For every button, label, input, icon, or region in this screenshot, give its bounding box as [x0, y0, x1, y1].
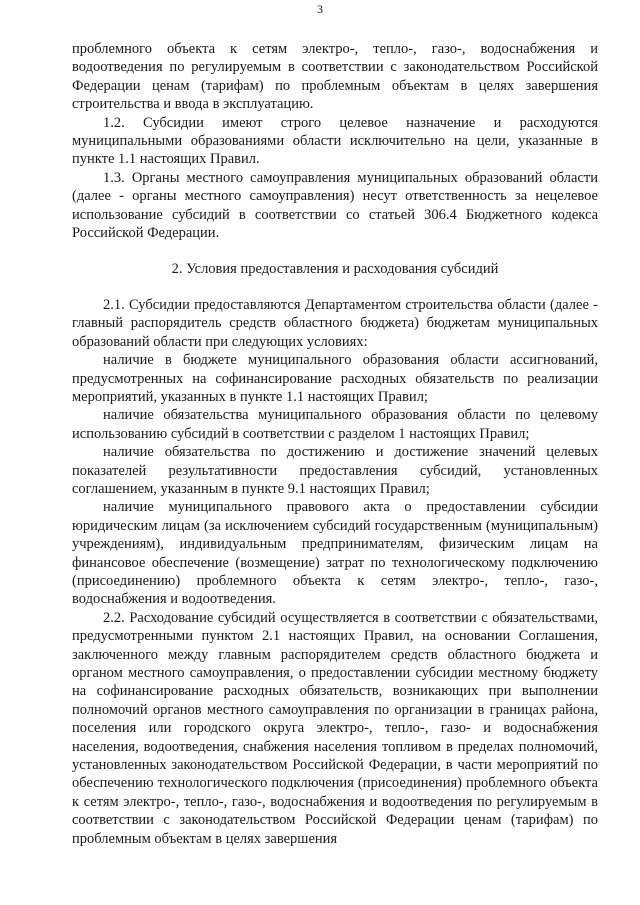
- paragraph: наличие муниципального правового акта о предоставлении субсидии юридическим лицам (за исключением субсидий государственным (муниципальным) учреждениям), индивидуальным предпринимателям, физическим лицам на финансовое обеспечение (возмещение) затрат по технологическому подключению (присоединению) проблемного объекта к сетям электро-, тепло-, газо-, водоснабжения и водоотведения.: [72, 499, 598, 608]
- paragraph: 1.2. Субсидии имеют строго целевое назначение и расходуются муниципальными образованиями области исключительно на цели, указанные в пункте 1.1 настоящих Правил.: [72, 114, 598, 168]
- paragraph: проблемного объекта к сетям электро-, тепло-, газо-, водоснабжения и водоотведения по регулируемым в соответствии с законодательством Российской Федерации ценам (тарифам) по проблемным объектам в целях завершения строительства и ввода в эксплуатацию.: [72, 41, 598, 113]
- section-1-continuation: [72, 40, 598, 242]
- section-heading: 2. Условия предоставления и расходования субсидий: [171, 261, 499, 278]
- paragraph: наличие обязательства муниципального образования области по целевому использованию субсидий в соответствии с разделом 1 настоящих Правил;: [72, 407, 598, 442]
- document-body: [72, 40, 598, 848]
- paragraph: наличие в бюджете муниципального образования области ассигнований, предусмотренных на софинансирование расходных обязательств по реализации мероприятий, указанных в пункте 1.1 настоящих Правил;: [72, 352, 598, 405]
- page-number: 3: [317, 2, 323, 16]
- paragraph: 2.2. Расходование субсидий осуществляется в соответствии с обязательствами, предусмотренными пунктом 2.1 настоящих Правил, на основании Соглашения, заключенного между главным распорядителем средств областного бюджета и органом местного самоуправления, о предоставлении субсидии местному бюджету на софинансирование расходных обязательств, возникающих при выполнении полномочий органов местного самоуправления по организации в границах района, поселения или городского округа электро-, тепло-, газо- и водоснабжения населения, водоотведения, снабжения населения топливом в пределах полномочий, установленных законодательством Российской Федерации, в части мероприятий по обеспечению технологического подключения (присоединения) проблемного объекта к сетям электро-, тепло-, газо-, водоснабжения и водоотведения по регулируемым в соответствии с законодательством Российской Федерации ценам (тарифам) по проблемным объектам в целях завершения: [72, 609, 598, 847]
- paragraph: наличие обязательства по достижению и достижение значений целевых показателей результативности предоставления субсидий, установленных соглашением, указанным в пункте 9.1 настоящих Правил;: [72, 444, 598, 497]
- paragraph: 2.1. Субсидии предоставляются Департаментом строительства области (далее - главный распорядитель средств областного бюджета) бюджетам муниципальных образований области при следующих условиях:: [72, 296, 598, 350]
- section-2-body: [72, 296, 598, 848]
- paragraph: 1.3. Органы местного самоуправления муниципальных образований области (далее - органы местного самоуправления) несут ответственность за нецелевое использование субсидий в соответствии со статьей 306.4 Бюджетного кодекса Российской Федерации.: [72, 169, 598, 242]
